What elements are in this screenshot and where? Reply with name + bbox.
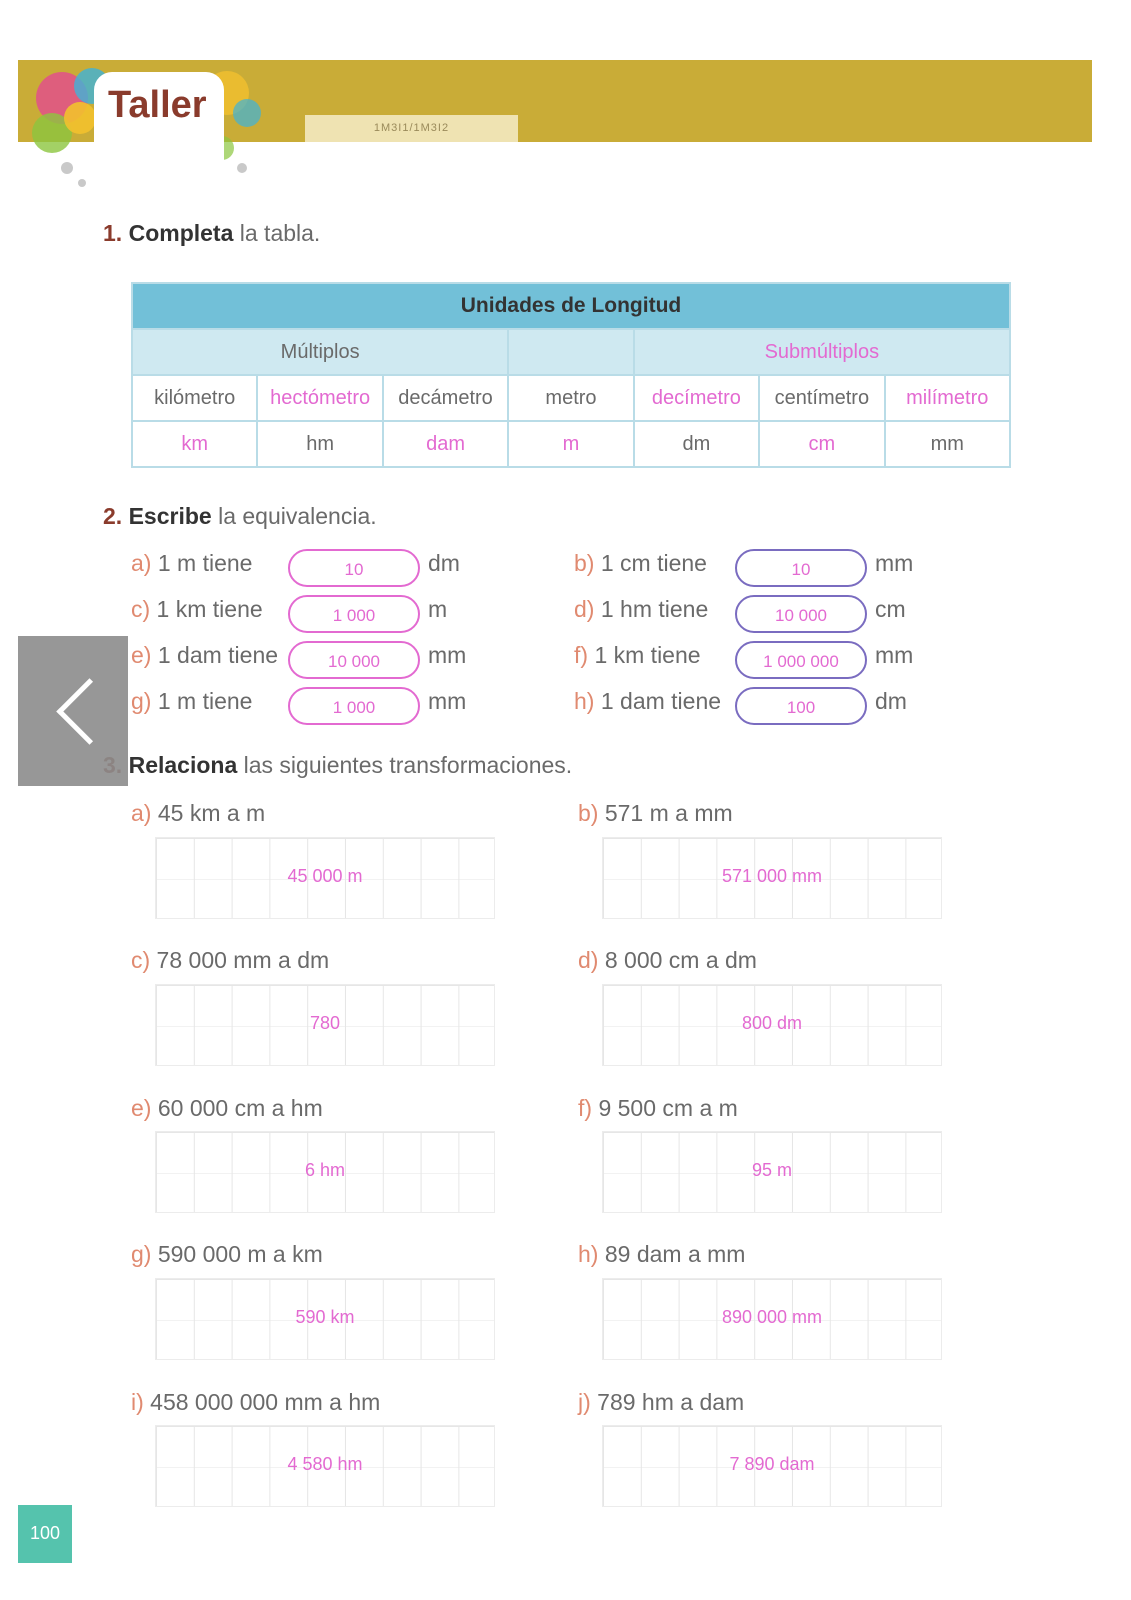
page-number: 100 [18,1505,72,1563]
transformation-label: c) 78 000 mm a dm [131,947,330,973]
question-2 [103,503,377,530]
unit-name: decímetro [634,375,759,421]
group-multiples: Múltiplos [132,329,508,375]
unit-symbol: dm [634,421,759,467]
transformation-label: b) 571 m a mm [578,800,733,826]
equivalence-answer: 1 000 [288,687,420,725]
length-units-table [131,282,1011,468]
transformation-label: j) 789 hm a dam [578,1389,745,1415]
equivalence-label: g) 1 m tiene [131,688,253,714]
equivalence-answer: 100 [735,687,867,725]
lesson-code: 1M3I1/1M3I2 [305,115,518,142]
transformation-answer: 780 [309,1013,341,1033]
question-text: la equivalencia. [211,503,377,529]
equivalence-label: f) 1 km tiene [574,642,701,668]
unit-symbol: hm [257,421,382,467]
transformation-answer: 95 m [751,1160,793,1180]
question-verb: Relaciona [128,752,238,778]
unit-name: centímetro [759,375,884,421]
question-1 [103,220,320,247]
chevron-left-icon [56,678,122,744]
equivalence-unit: mm [875,642,914,668]
answer-grid [602,837,942,919]
page-title: Taller [108,84,207,126]
unit-symbol: mm [885,421,1010,467]
unit-name: hectómetro [257,375,382,421]
answer-grid [602,1131,942,1213]
equivalence-answer: 1 000 [288,595,420,633]
equivalence-label: a) 1 m tiene [131,550,253,576]
table-title: Unidades de Longitud [132,283,1010,329]
unit-symbol: m [508,421,633,467]
equivalence-unit: mm [428,642,467,668]
unit-symbol: km [132,421,257,467]
equivalence-answer: 1 000 000 [735,641,867,679]
previous-page-button[interactable] [18,636,128,786]
unit-symbol: cm [759,421,884,467]
answer-grid [155,837,495,919]
equivalence-unit: m [428,596,448,622]
transformation-answer: 800 dm [741,1013,803,1033]
unit-name: milímetro [885,375,1010,421]
equivalence-unit: mm [875,550,914,576]
unit-name: metro [508,375,633,421]
transformation-label: g) 590 000 m a km [131,1241,323,1267]
question-text: las siguientes transformaciones. [237,752,573,778]
answer-grid [155,1131,495,1213]
question-number: 2. [103,503,123,529]
equivalence-unit: dm [875,688,907,714]
question-text: la tabla. [233,220,321,246]
answer-grid [602,1425,942,1507]
equivalence-label: e) 1 dam tiene [131,642,279,668]
question-number: 1. [103,220,123,246]
question-verb: Escribe [128,503,212,529]
transformation-label: f) 9 500 cm a m [578,1095,738,1121]
unit-name: decámetro [383,375,508,421]
transformation-label: i) 458 000 000 mm a hm [131,1389,381,1415]
transformation-answer: 45 000 m [287,866,363,886]
group-submultiples: Submúltiplos [634,329,1010,375]
equivalence-label: d) 1 hm tiene [574,596,709,622]
transformation-label: h) 89 dam a mm [578,1241,746,1267]
transformation-label: e) 60 000 cm a hm [131,1095,323,1121]
transformation-label: d) 8 000 cm a dm [578,947,757,973]
answer-grid [155,984,495,1066]
equivalence-unit: mm [428,688,467,714]
transformation-answer: 6 hm [304,1160,346,1180]
answer-grid [602,1278,942,1360]
equivalence-answer: 10 000 [288,641,420,679]
equivalence-label: c) 1 km tiene [131,596,263,622]
equivalence-unit: cm [875,596,906,622]
answer-grid [155,1278,495,1360]
equivalence-answer: 10 [735,549,867,587]
question-3 [103,752,572,779]
transformation-answer: 590 km [295,1307,355,1327]
transformation-answer: 890 000 mm [721,1307,823,1327]
transformation-answer: 7 890 dam [729,1454,815,1474]
equivalence-answer: 10 [288,549,420,587]
equivalence-label: b) 1 cm tiene [574,550,707,576]
group-empty [508,329,633,375]
equivalence-answer: 10 000 [735,595,867,633]
transformation-label: a) 45 km a m [131,800,266,826]
answer-grid [155,1425,495,1507]
equivalence-label: h) 1 dam tiene [574,688,722,714]
answer-grid [602,984,942,1066]
transformation-answer: 4 580 hm [287,1454,363,1474]
equivalence-unit: dm [428,550,460,576]
transformation-answer: 571 000 mm [721,866,823,886]
question-verb: Completa [128,220,234,246]
unit-symbol: dam [383,421,508,467]
unit-name: kilómetro [132,375,257,421]
